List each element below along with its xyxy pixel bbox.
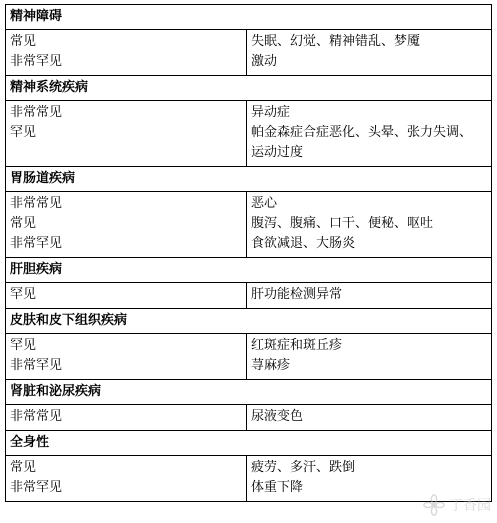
reaction-text: 荨麻疹 — [251, 358, 291, 373]
adverse-reactions-table — [5, 4, 492, 502]
frequency-label: 罕见 — [10, 287, 37, 302]
frequency-label: 罕见 — [10, 125, 37, 140]
reaction-text: 尿液变色 — [251, 409, 304, 424]
frequency-label: 非常常见 — [10, 409, 63, 424]
table-row — [6, 101, 492, 167]
reaction-text: 激动 — [251, 54, 278, 69]
reaction-text: 异动症 — [251, 105, 291, 120]
frequency-cell — [6, 334, 247, 380]
table-body — [6, 5, 492, 502]
reaction-text: 帕金森症合症恶化、头晕、张力失调、 — [251, 125, 473, 140]
reaction-text: 红斑症和斑丘疹 — [251, 338, 343, 353]
watermark-text: 丁香园 — [449, 498, 491, 514]
frequency-cell — [6, 283, 247, 309]
frequency-cell — [6, 192, 247, 258]
frequency-label: 非常罕见 — [10, 54, 63, 69]
frequency-cell — [6, 456, 247, 502]
watermark — [422, 493, 491, 517]
reaction-text: 失眠、幻觉、精神错乱、梦魇 — [251, 34, 421, 49]
table-row — [6, 405, 492, 431]
reaction-text: 肝功能检测异常 — [251, 287, 343, 302]
reaction-text: 恶心 — [251, 196, 278, 211]
section-header-row — [6, 167, 492, 192]
frequency-label: 非常罕见 — [10, 480, 63, 495]
frequency-cell — [6, 405, 247, 431]
reaction-text: 体重下降 — [251, 480, 304, 495]
section-title: 精神障碍 — [6, 5, 492, 30]
frequency-label: 常见 — [10, 216, 37, 231]
section-title: 皮肤和皮下组织疾病 — [6, 309, 492, 334]
table-row — [6, 283, 492, 309]
section-header-row — [6, 5, 492, 30]
reaction-cell — [247, 405, 492, 431]
reaction-cell — [247, 30, 492, 76]
frequency-cell — [6, 30, 247, 76]
frequency-label: 非常常见 — [10, 196, 63, 211]
frequency-label: 常见 — [10, 34, 37, 49]
section-header-row — [6, 309, 492, 334]
reaction-text: 疲劳、多汗、跌倒 — [251, 460, 356, 475]
table-row — [6, 192, 492, 258]
dxy-logo-icon — [422, 493, 446, 517]
section-header-row — [6, 431, 492, 456]
section-title: 精神系统疾病 — [6, 76, 492, 101]
table-row — [6, 334, 492, 380]
section-title: 胃肠道疾病 — [6, 167, 492, 192]
section-title: 肾脏和泌尿疾病 — [6, 380, 492, 405]
reaction-cell — [247, 334, 492, 380]
section-title: 全身性 — [6, 431, 492, 456]
reaction-cell — [247, 283, 492, 309]
frequency-label: 常见 — [10, 460, 37, 475]
table-row — [6, 30, 492, 76]
frequency-label: 非常罕见 — [10, 236, 63, 251]
frequency-label: 非常罕见 — [10, 358, 63, 373]
frequency-label: 罕见 — [10, 338, 37, 353]
section-title: 肝胆疾病 — [6, 258, 492, 283]
reaction-text: 食欲减退、大肠炎 — [251, 236, 356, 251]
section-header-row — [6, 258, 492, 283]
reaction-cell — [247, 192, 492, 258]
reaction-cell — [247, 101, 492, 167]
table-row — [6, 456, 492, 502]
frequency-label: 非常常见 — [10, 105, 63, 120]
reaction-text: 运动过度 — [251, 145, 304, 160]
section-header-row — [6, 76, 492, 101]
frequency-cell — [6, 101, 247, 167]
section-header-row — [6, 380, 492, 405]
reaction-text: 腹泻、腹痛、口干、便秘、呕吐 — [251, 216, 434, 231]
